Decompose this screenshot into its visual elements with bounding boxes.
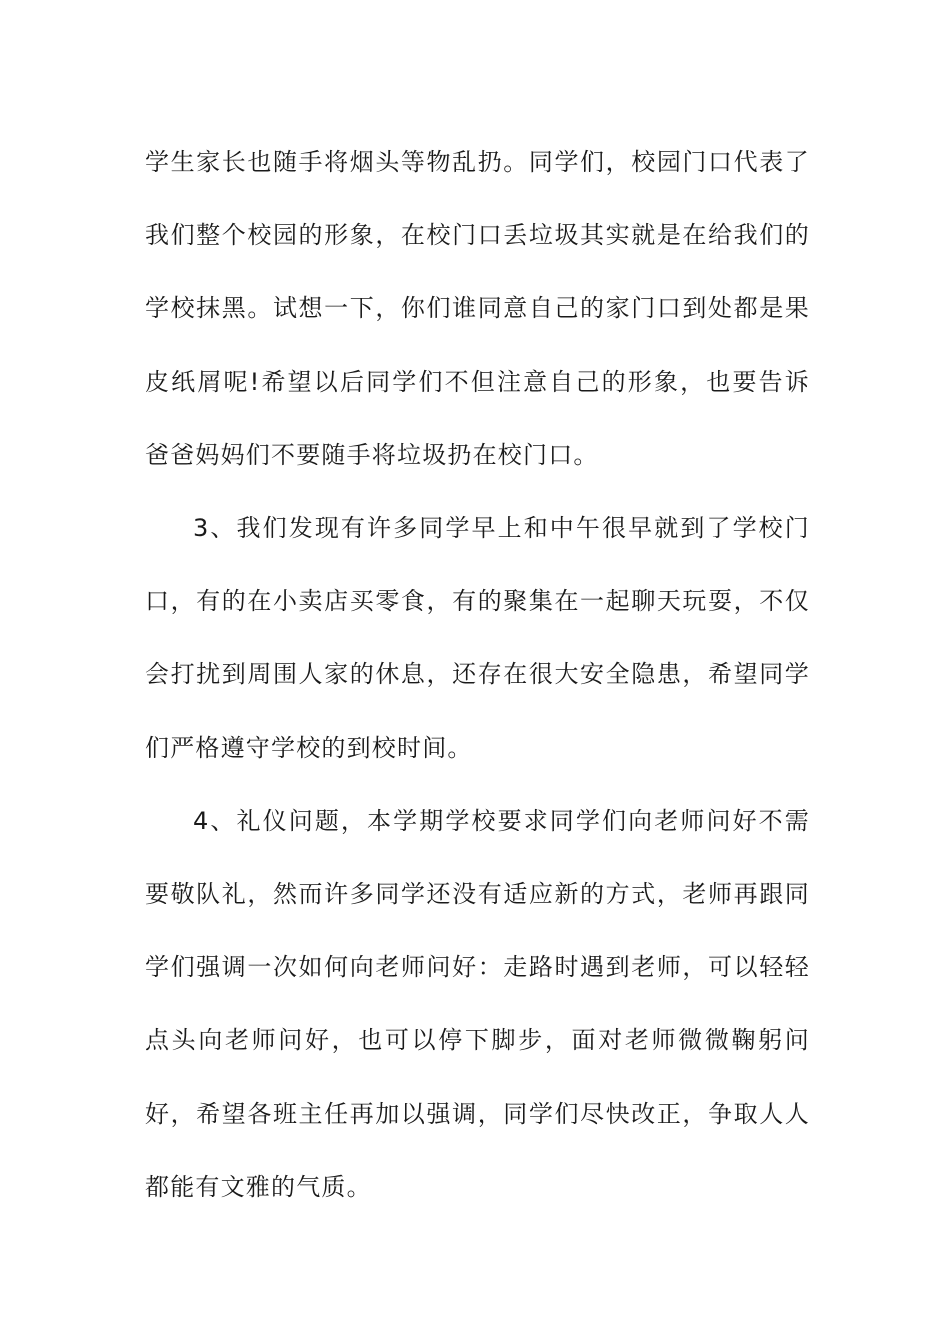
paragraph-item-3: 3、我们发现有许多同学早上和中午很早就到了学校门口，有的在小卖店买零食，有的聚集在一起聊天玩耍，不仅会打扰到周围人家的休息，还存在很大安全隐患，希望同学们严格遵守学校的到校时间。 xyxy=(145,514,810,762)
body-text xyxy=(145,126,810,1224)
paragraph-item-4: 4、礼仪问题，本学期学校要求同学们向老师问好不需要敬队礼，然而许多同学还没有适应新的方式，老师再跟同学们强调一次如何向老师问好：走路时遇到老师，可以轻轻点头向老师问好，也可以停下脚步，面对老师微微鞠躬问好，希望各班主任再加以强调，同学们尽快改正，争取人人都能有文雅的气质。 xyxy=(145,806,810,1201)
paragraph-continuation: 学生家长也随手将烟头等物乱扔。同学们，校园门口代表了我们整个校园的形象，在校门口丢垃圾其实就是在给我们的学校抹黑。试想一下，你们谁同意自己的家门口到处都是果皮纸屑呢!希望以后同学们不但注意自己的形象，也要告诉爸爸妈妈们不要随手将垃圾扔在校门口。 xyxy=(145,148,810,469)
